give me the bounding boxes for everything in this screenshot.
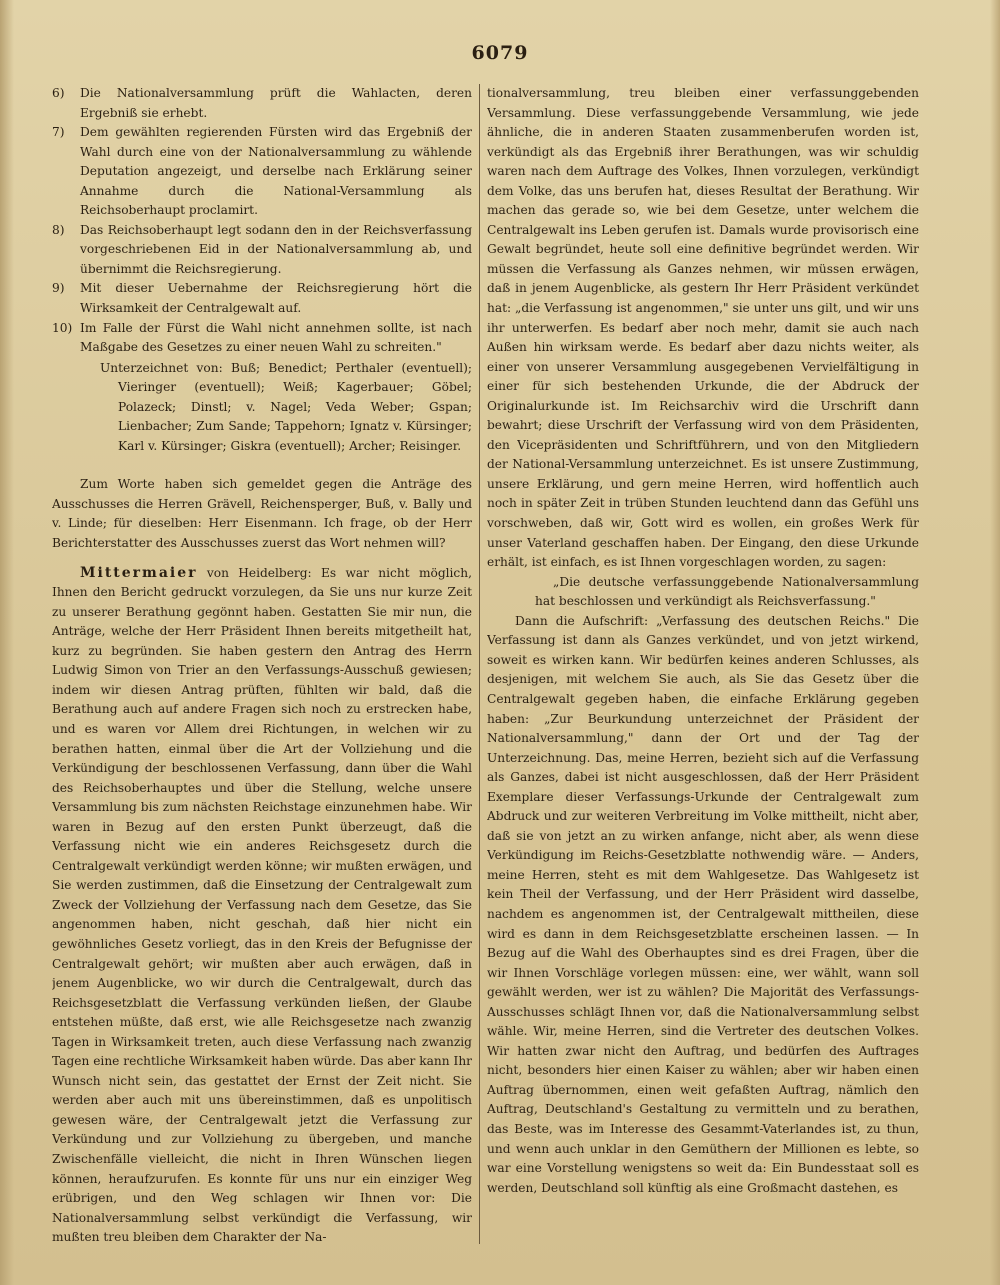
page-number: 6079	[471, 42, 529, 64]
list-text: Das Reichsoberhaupt legt sodann den in der Reichsverfassung vorgeschriebenen Eid in der Nationalversammlung ab, und übernimmt die Reichsregierung.	[80, 222, 472, 276]
list-text: Mit dieser Uebernahme der Reichsregierung hört die Wirksamkeit der Centralgewalt auf.	[80, 281, 472, 316]
speaker-request-paragraph: Zum Worte haben sich gemeldet gegen die Anträge des Ausschusses die Herren Grävell, Reichensperger, Buß, v. Bally und v. Linde; für dieselben: Herr Eisenmann. Ich frage, ob der Herr Berichterstatter des Ausschusses zuerst das Wort nehmen will?	[52, 477, 472, 551]
list-number: 9)	[52, 281, 65, 296]
speech-text: von Heidelberg: Es war nicht möglich, Ihnen den Bericht gedruckt vorzulegen, da Sie uns nur kurze Zeit zu unserer Berathung gegönnt haben. Gestatten Sie mir nun, die Anträge, welche der Herr Präsident Ihnen bereits mitgetheilt hat, kurz zu begründen. Sie haben gestern den Antrag des Herrn Ludwig Simon von Trier an den Verfassungs-Ausschuß gewiesen; indem wir diesen Antrag prüften, fühlten wir bald, daß die Berathung auch auf andere Fragen sich noch zu erstrecken habe, und es waren vor Allem drei Richtungen, in welchen wir zu berathen hatten, einmal über die Art der Vollziehung und die Verkündigung der beschlossenen Verfassung, dann über die Wahl des Reichsoberhauptes und über die Stellung, welche unsere Versammlung bis zum nächsten Reichstage einzunehmen habe. Wir waren in Bezug auf den ersten Punkt überzeugt, daß die Verfassung nicht wie ein anderes Reichsgesetz durch die Centralgewalt verkündigt werden könne; wir mußten erwägen, und Sie werden zustimmen, daß die Einsetzung der Centralgewalt zum Zweck der Vollziehung der Verfassung nach dem Gesetze, das Sie angenommen haben, nicht geschah, daß hier nicht ein gewöhnliches Gesetz vorliegt, das in den Kreis der Befugnisse der Centralgewalt gehört; wir mußten aber auch erwägen, daß in jenem Augenblicke, wo wir durch die Centralgewalt, durch das Reichsgesetzblatt die Verfassung verkünden ließen, der Glaube entstehen müßte, daß erst, wie alle Reichsgesetze nach zwanzig Tagen in Wirksamkeit treten, auch diese Verfassung nach zwanzig Tagen eine rechtliche Wirksamkeit haben würde. Das aber kann Ihr Wunsch nicht sein, das gestattet der Ernst der Zeit nicht. Sie werden aber auch mit uns übereinstimmen, daß es unpolitisch gewesen wäre, der Centralgewalt jetzt die Verfassung zur Verkündung und zur Vollziehung zu übergeben, und manche Zwischenfälle vielleicht, die nicht in Ihren Wünschen liegen können, heraufzurufen. Es konnte für uns nur ein einziger Weg erübrigen, und den Weg schlagen wir Ihnen vor: Die Nationalversammlung selbst verkündigt die Verfassung, wir mußten treu bleiben dem Charakter der Na-	[52, 565, 472, 1245]
list-text: Die Nationalversammlung prüft die Wahlacten, deren Ergebniß sie erhebt.	[80, 86, 472, 120]
list-number: 10)	[52, 320, 73, 335]
speech-paragraph-2: Dann die Aufschrift: „Verfassung des deutschen Reichs." Die Verfassung ist dann als Ganzes verkündet, und von jetzt wirkend, soweit es wirken kann. Wir bedürfen keines anderen Schlusses, als desjenigen, mit welchem Sie auch, als Sie das Gesetz über die Centralgewalt gegeben haben, die einfache Erklärung gegeben haben: „Zur Beurkundung unterzeichnet der Präsident der Nationalversammlung," dann der Ort und der Tag der Unterzeichnung. Das, meine Herren, bezieht sich auf die Verfassung als Ganzes, dabei ist nicht ausgeschlossen, daß der Herr Präsident Exemplare dieser Verfassungs-Urkunde der Centralgewalt zum Abdruck und zur weiteren Verbreitung im Volke mittheilt, nicht aber, daß sie von jetzt an zu wirken anfange, nicht aber, als wenn diese Verkündigung im Reichs-Gesetzblatte nothwendig wäre. — Anders, meine Herren, steht es mit dem Wahlgesetze. Das Wahlgesetz ist kein Theil der Verfassung, und der Herr Präsident wird dasselbe, nachdem es angenommen ist, der Centralgewalt mittheilen, diese wird es dann in dem Reichsgesetzblatte erscheinen lassen. — In Bezug auf die Wahl des Oberhauptes sind es drei Fragen, über die wir Ihnen Vorschläge vorlegen müssen: eine, wer wählt, wann soll gewählt werden, wer ist zu wählen? Die Majorität des Verfassungs-Ausschusses schlägt Ihnen vor, daß die Nationalversammlung selbst wähle. Wir, meine Herren, sind die Vertreter des deutschen Volkes. Wir hatten zwar nicht den Auftrag, und bedürfen des Auftrages nicht, besonders hier einen Kaiser zu wählen; aber wir haben einen Auftrag übernommen, einen weit gefaßten Auftrag, nämlich den Auftrag, Deutschland's Gestaltung zu vermitteln und zu berathen, das Beste, was im Interesse des Gesammt-Vaterlandes ist, zu thun, und wenn auch unklar in den Gemüthern der Millionen es lebte, so war eine Vorstellung wenigstens so weit da: Ein Bundesstaat soll es werden, Deutschland soll künftig als eine Großmacht dastehen, es	[487, 613, 919, 1195]
list-number: 8)	[52, 222, 65, 237]
speech-continuation: tionalversammlung, treu bleiben einer verfassunggebenden Versammlung. Diese verfassunggebende Versammlung, wie jede ähnliche, die in anderen Staaten zusammenberufen worden ist, verkündigt als das Ergebniß ihrer Berathungen, was wir schuldig waren nach dem Auftrage des Volkes, Ihnen vorzulegen, verkündigt dem Volke, das uns berufen hat, dieses Resultat der Berathung. Wir machen das gerade so, wie bei dem Gesetze, unter welchem die Centralgewalt ins Leben gerufen ist. Damals wurde provisorisch eine Gewalt begründet, heute soll eine definitive begründet werden. Wir müssen die Verfassung als Ganzes nehmen, wir müssen erwägen, daß in jenem Augenblicke, als gestern Ihr Herr Präsident verkündet hat: „die Verfassung ist angenommen," sie unter uns gilt, und wir uns ihr unterwerfen. Es bedarf aber noch mehr, damit sie auch nach Außen hin wirksam werde. Es bedarf aber dazu nichts weiter, als einer von unserer Versammlung ausgegebenen Vervielfältigung in einer für sich bestehenden Urkunde, die der Abdruck der Originalurkunde ist. Im Reichsarchiv wird die Urschrift dann bewahrt; diese Urschrift der Verfassung wird von dem Präsidenten, den Vicepräsidenten und Schriftführern, und von den Mitgliedern der National-Versammlung unterzeichnet. Es ist unsere Zustimmung, unsere Erklärung, und gern meine Herren, wird hoffentlich auch noch in später Zeit in trüben Stunden leuchtend dann das Gefühl uns vorschweben, daß wir, Gott wird es wollen, ein großes Werk für unser Vaterland geschaffen haben. Der Eingang, den diese Urkunde erhält, ist einfach, es ist Ihnen vorgeschlagen worden, zu sagen:	[487, 86, 919, 570]
right-column	[487, 84, 919, 1259]
signatories: Unterzeichnet von: Buß; Benedict; Perthaler (eventuell); Vieringer (eventuell); Weiß; Kagerbauer; Göbel; Polazeck; Dinstl; v. Nagel; Veda Weber; Gspan; Lienbacher; Zum Sande; Tappehorn; Ignatz v. Kürsinger; Karl v. Kürsinger; Giskra (eventuell); Archer; Reisinger.	[100, 360, 472, 453]
preamble-quote: „Die deutsche verfassunggebende Nationalversammlung hat beschlossen und verkündigt als Reichsverfassung."	[535, 574, 919, 609]
speaker-name: Mittermaier	[80, 564, 198, 581]
list-item-10	[52, 319, 472, 358]
list-text: Dem gewählten regierenden Fürsten wird das Ergebniß der Wahl durch eine von der Nationalversammlung zu wählende Deputation angezeigt, und derselbe nach Erklärung seiner Annahme durch die National-Versammlung als Reichsoberhaupt proclamirt.	[80, 125, 472, 218]
list-number: 6)	[52, 86, 65, 100]
list-item-9	[52, 279, 472, 318]
list-text: Im Falle der Fürst die Wahl nicht annehmen sollte, ist nach Maßgabe des Gesetzes zu einer neuen Wahl zu schreiten."	[80, 320, 472, 355]
left-column	[52, 84, 472, 1259]
list-item-6	[52, 84, 472, 123]
list-item-8	[52, 221, 472, 280]
list-number: 7)	[52, 125, 65, 140]
speech-paragraph	[52, 564, 472, 1248]
column-divider	[479, 84, 480, 1244]
list-item-7	[52, 123, 472, 221]
page-right-edge-shadow	[990, 0, 1000, 1285]
page-left-edge-shadow	[0, 0, 14, 1285]
